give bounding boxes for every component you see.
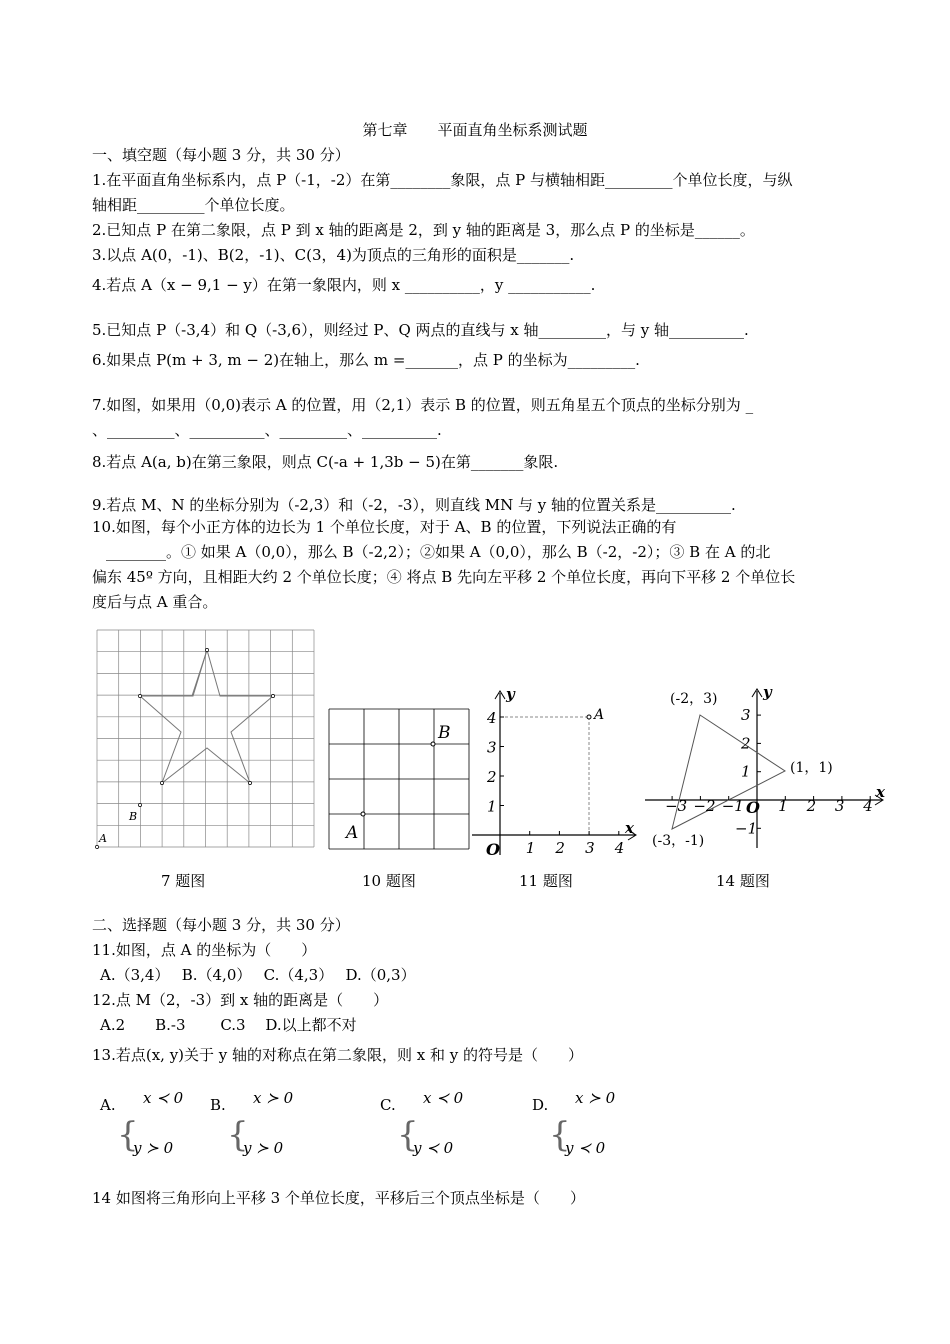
question-13: 13.若点(x, y)关于 y 轴的对称点在第二象限，则 x 和 y 的符号是（ ） <box>92 1046 584 1064</box>
vertex-label-3: (-3，-1) <box>652 833 705 849</box>
question-10-line-1: 10.如图，每个小正方体的边长为 1 个单位长度，对于 A、B 的位置，下列说法正确的有 <box>92 518 677 536</box>
figure-7-star-grid <box>95 628 317 850</box>
option-condition-y: y ≻ 0 <box>243 1139 284 1157</box>
vertex-label-2: (1，1) <box>790 760 833 776</box>
question-3: 3.以点 A(0，-1)、B(2，-1)、C(3，4)为顶点的三角形的面积是_______. <box>92 246 575 264</box>
x-tick-label: −3 <box>665 797 688 815</box>
vertex-label-1: (-2，3) <box>670 691 718 707</box>
star-vertex <box>160 781 163 784</box>
label-b: B <box>129 810 138 823</box>
y-tick-label: 3 <box>487 738 497 757</box>
x-tick-label: 1 <box>525 839 536 857</box>
x-axis-label: x <box>876 783 885 801</box>
question-12: 12.点 M（2，-3）到 x 轴的距离是（ ） <box>92 991 389 1009</box>
section-2-heading: 二、选择题（每小题 3 分，共 30 分） <box>92 916 350 934</box>
star-vertex <box>138 694 141 697</box>
option-letter: D. <box>532 1096 549 1114</box>
point-b <box>431 742 435 746</box>
option-condition-x: x ≺ 0 <box>143 1089 184 1107</box>
y-tick-label: 3 <box>741 706 751 725</box>
question-10-line-3: 偏东 45º 方向，且相距大约 2 个单位长度；④ 将点 B 先向左平移 2 个单位长度，再向下平移 2 个单位长 <box>92 568 796 586</box>
x-tick-label: 2 <box>806 797 817 815</box>
label-a: A <box>346 823 359 843</box>
origin-label: O <box>486 840 500 859</box>
x-axis-label: x <box>625 819 634 837</box>
figure-10-grid <box>328 708 470 850</box>
star-vertex <box>248 781 251 784</box>
question-1-line-1: 1.在平面直角坐标系内，点 P（-1，-2）在第________象限，点 P 与横轴相距_________个单位长度，与纵 <box>92 171 793 189</box>
point-a <box>95 845 98 848</box>
x-tick-label: 1 <box>778 797 788 815</box>
question-7-line-1: 7.如图，如果用（0,0)表示 A 的位置，用（2,1）表示 B 的位置，则五角星五个顶点的坐标分别为 _ <box>92 396 754 414</box>
question-5: 5.已知点 P（-3,4）和 Q（-3,6），则经过 P、Q 两点的直线与 x 轴_________，与 y 轴__________. <box>92 321 749 339</box>
caption-14: 14 题图 <box>716 872 770 890</box>
point-b <box>138 803 141 806</box>
label-a: A <box>99 832 107 845</box>
option-condition-x: x ≺ 0 <box>423 1089 464 1107</box>
caption-10: 10 题图 <box>362 872 416 890</box>
question-12-options: A.2 B.-3 C.3 D.以上都不对 <box>100 1016 357 1034</box>
option-condition-x: x ≻ 0 <box>575 1089 616 1107</box>
x-tick-label: 4 <box>614 839 625 857</box>
question-6: 6.如果点 P(m + 3, m − 2)在轴上，那么 m =_______，点 P 的坐标为_________. <box>92 351 640 369</box>
question-10-line-2: ________。① 如果 A（0,0），那么 B（-2,2）；②如果 A（0,0），那么 B（-2，-2）；③ B 在 A 的北 <box>106 543 771 561</box>
point-a <box>587 715 591 719</box>
option-condition-y: y ≻ 0 <box>133 1139 174 1157</box>
question-9: 9.若点 M、N 的坐标分别为（-2,3）和（-2，-3），则直线 MN 与 y 轴的位置关系是__________. <box>92 496 736 514</box>
x-tick-label: 4 <box>863 797 873 815</box>
option-letter: C. <box>380 1096 396 1114</box>
y-tick-label: −1 <box>735 819 758 838</box>
y-tick-label: 1 <box>487 797 497 816</box>
section-1-heading: 一、填空题（每小题 3 分，共 30 分） <box>92 146 350 164</box>
y-axis-label: y <box>763 683 772 701</box>
figure-11-axes <box>470 685 640 860</box>
option-condition-x: x ≻ 0 <box>253 1089 294 1107</box>
question-11: 11.如图，点 A 的坐标为（ ） <box>92 941 317 959</box>
option-brace: { <box>117 1115 139 1155</box>
question-2: 2.已知点 P 在第二象限，点 P 到 x 轴的距离是 2，到 y 轴的距离是 3，那么点 P 的坐标是______。 <box>92 221 755 239</box>
origin-label: O <box>746 798 760 817</box>
x-tick-label: 3 <box>834 797 845 815</box>
y-tick-label: 4 <box>487 709 497 727</box>
option-brace: { <box>227 1115 249 1155</box>
x-tick-label: −2 <box>693 797 716 815</box>
x-tick-label: 3 <box>585 839 595 857</box>
question-14: 14 如图将三角形向上平移 3 个单位长度，平移后三个顶点坐标是（ ） <box>92 1189 585 1207</box>
star-vertex <box>271 694 274 697</box>
page-title: 第七章 平面直角坐标系测试题 <box>362 121 588 139</box>
question-4: 4.若点 A（x − 9,1 − y）在第一象限内，则 x __________，y ___________. <box>92 276 596 294</box>
caption-11: 11 题图 <box>519 872 573 890</box>
question-7-line-2: 、_________、__________、_________、__________. <box>92 421 442 439</box>
option-condition-y: y ≺ 0 <box>413 1139 454 1157</box>
label-b: B <box>438 723 451 743</box>
caption-7: 7 题图 <box>161 872 206 890</box>
x-tick-label: −1 <box>721 797 744 815</box>
question-8: 8.若点 A(a, b)在第三象限，则点 C(-a + 1,3b − 5)在第_______象限. <box>92 453 559 471</box>
star-vertex <box>205 648 208 651</box>
option-brace: { <box>397 1115 419 1155</box>
question-11-options: A.（3,4） B.（4,0） C.（4,3） D.（0,3） <box>100 966 416 984</box>
option-brace: { <box>549 1115 571 1155</box>
option-condition-y: y ≺ 0 <box>565 1139 606 1157</box>
x-tick-label: 2 <box>555 839 565 857</box>
y-tick-label: 2 <box>741 734 751 753</box>
option-letter: B. <box>210 1096 226 1114</box>
option-letter: A. <box>100 1096 116 1114</box>
question-1-line-2: 轴相距_________个单位长度。 <box>92 196 295 214</box>
label-a: A <box>594 707 605 723</box>
question-10-line-4: 度后与点 A 重合。 <box>92 593 218 611</box>
point-a <box>361 812 365 816</box>
figure-14-triangle <box>640 683 890 858</box>
y-axis-label: y <box>506 685 515 703</box>
y-tick-label: 1 <box>741 762 751 781</box>
y-tick-label: 2 <box>487 768 497 786</box>
